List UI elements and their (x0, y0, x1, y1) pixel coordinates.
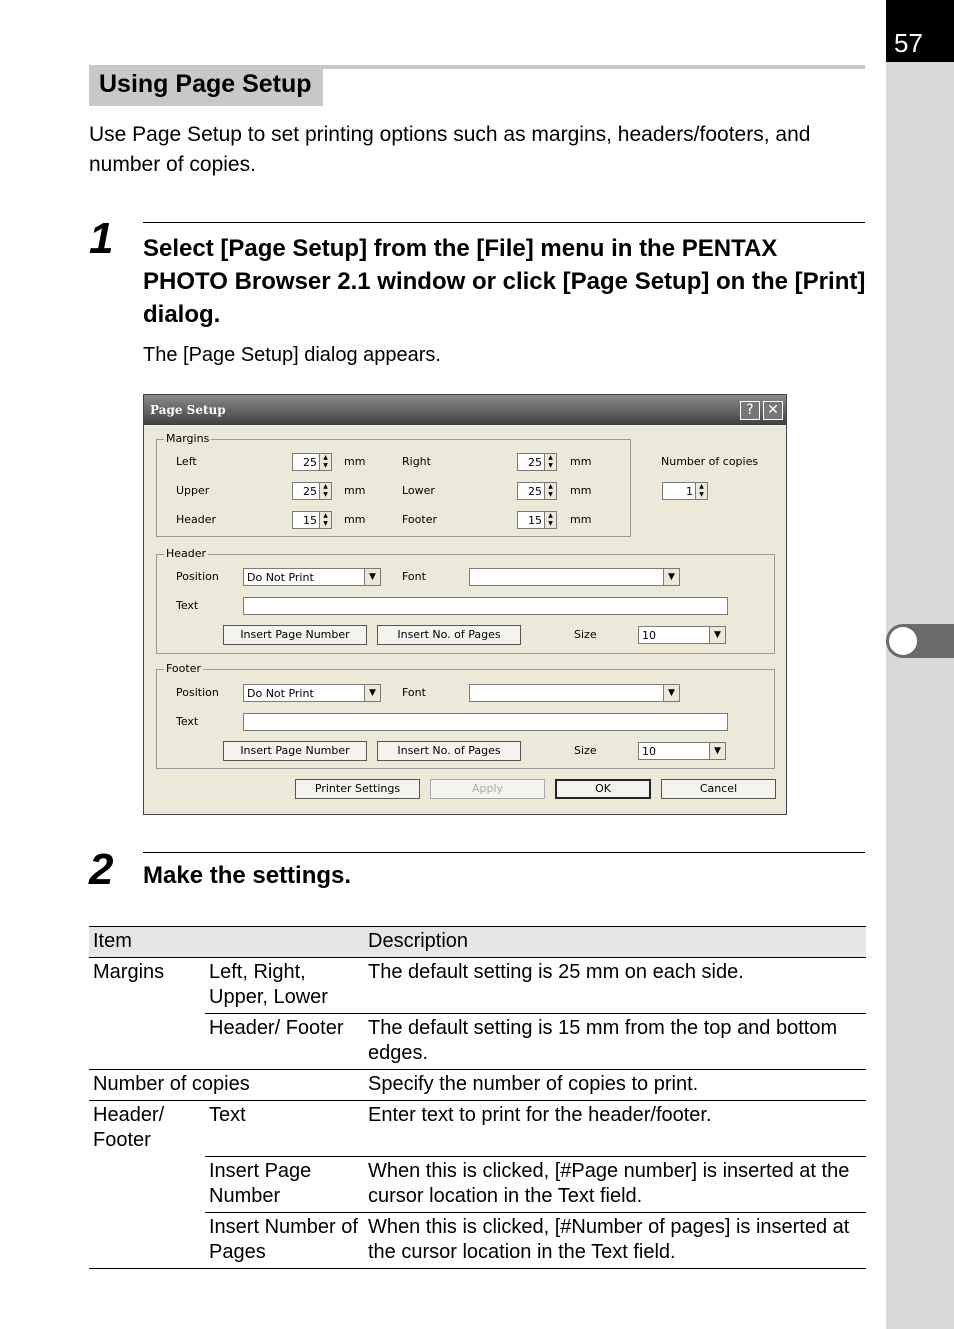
footer-size-select[interactable]: 10 ▼ (638, 742, 726, 760)
row-subitem: Insert Page Number (205, 1156, 364, 1212)
table-row (89, 1156, 866, 1212)
footer-font-select[interactable] (469, 684, 680, 702)
row-item: Number of copies (89, 1070, 364, 1101)
help-button[interactable]: ? (740, 401, 760, 420)
spin-arrows-icon[interactable]: ▲ ▼ (695, 483, 707, 499)
dialog-title: Page Setup (150, 403, 226, 417)
footer-margin-unit: mm (570, 513, 592, 526)
header-insert-no-pages-button[interactable]: Insert No. of Pages (377, 625, 521, 645)
header-description: Description (364, 927, 866, 958)
table-header-row (89, 927, 866, 958)
header-margin-label: Header (176, 513, 217, 526)
row-item (89, 1212, 205, 1268)
ok-button[interactable]: OK (555, 779, 651, 799)
row-description: When this is clicked, [#Number of pages] is inserted at the cursor location in the Text field. (364, 1212, 866, 1268)
margins-group (156, 432, 631, 537)
left-label: Left (176, 455, 197, 468)
row-subitem: Left, Right, Upper, Lower (209, 961, 328, 1008)
chevron-down-icon[interactable]: ▼ (709, 627, 725, 643)
header-margin-unit: mm (344, 513, 366, 526)
settings-table (89, 926, 866, 1269)
step-1-number: 1 (89, 214, 114, 263)
header-item: Item (89, 927, 364, 958)
lower-unit: mm (570, 484, 592, 497)
footer-margin-spinner[interactable]: 15 ▲ ▼ (517, 511, 557, 529)
header-insert-page-number-button[interactable]: Insert Page Number (223, 625, 367, 645)
footer-text-label: Text (176, 715, 199, 728)
right-spinner[interactable]: 25 ▲ ▼ (517, 453, 557, 471)
row-item: Margins (93, 961, 165, 983)
footer-text-input[interactable] (243, 713, 728, 731)
header-margin-spinner[interactable]: 15 ▲ ▼ (292, 511, 332, 529)
header-text-label: Text (176, 599, 199, 612)
side-strip (886, 0, 954, 1329)
upper-label: Upper (176, 484, 210, 497)
chapter-dot-icon (889, 627, 917, 655)
copies-spinner[interactable]: 1 ▲ ▼ (662, 482, 708, 500)
upper-unit: mm (344, 484, 366, 497)
footer-group-label: Footer (166, 662, 201, 675)
spin-arrows-icon[interactable]: ▲ ▼ (319, 454, 331, 470)
step-2-title: Make the settings. (143, 862, 352, 889)
header-group-label: Header (166, 547, 207, 560)
row-subitem: Header/ Footer (205, 1014, 364, 1070)
spin-arrows-icon[interactable]: ▲ ▼ (544, 483, 556, 499)
footer-position-label: Position (176, 686, 219, 699)
right-unit: mm (570, 455, 592, 468)
right-label: Right (402, 455, 431, 468)
row-description: Enter text to print for the header/footer. (364, 1101, 866, 1157)
row-description: Specify the number of copies to print. (364, 1070, 866, 1101)
header-position-label: Position (176, 570, 219, 583)
chevron-down-icon[interactable]: ▼ (364, 569, 380, 585)
lower-spinner[interactable]: 25 ▲ ▼ (517, 482, 557, 500)
cancel-button[interactable]: Cancel (661, 779, 776, 799)
chevron-down-icon[interactable]: ▼ (663, 569, 679, 585)
apply-button[interactable]: Apply (430, 779, 545, 799)
copies-label: Number of copies (661, 455, 759, 468)
header-font-select[interactable] (469, 568, 680, 586)
section-title: Using Page Setup (89, 68, 323, 106)
row-description: The default setting is 25 mm on each side. (368, 961, 744, 983)
page-number: 57 (886, 0, 954, 62)
row-subitem: Text (205, 1101, 364, 1157)
printer-settings-button[interactable]: Printer Settings (295, 779, 420, 799)
table-row (89, 1101, 866, 1157)
left-unit: mm (344, 455, 366, 468)
upper-spinner[interactable]: 25 ▲ ▼ (292, 482, 332, 500)
chevron-down-icon[interactable]: ▼ (364, 685, 380, 701)
row-description: When this is clicked, [#Page number] is inserted at the cursor location in the Text field. (364, 1156, 866, 1212)
page-setup-dialog (143, 394, 787, 815)
step-1-rule (143, 222, 865, 223)
row-item: Header/ Footer (89, 1101, 205, 1157)
footer-insert-no-pages-button[interactable]: Insert No. of Pages (377, 741, 521, 761)
step-1-title: Select [Page Setup] from the [File] menu in the PENTAX PHOTO Browser 2.1 window or click [Page Setup] on the [Print] dialog. (143, 235, 866, 328)
header-size-label: Size (574, 628, 597, 641)
table-row (89, 1212, 866, 1268)
chevron-down-icon[interactable]: ▼ (709, 743, 725, 759)
margins-label: Margins (166, 432, 210, 445)
spin-arrows-icon[interactable]: ▲ ▼ (319, 483, 331, 499)
footer-insert-page-number-button[interactable]: Insert Page Number (223, 741, 367, 761)
footer-font-label: Font (402, 686, 426, 699)
header-position-select[interactable]: Do Not Print ▼ (243, 568, 381, 586)
chapter-tab (886, 624, 954, 658)
step-2-rule (143, 852, 865, 853)
table-row (89, 1070, 866, 1101)
spin-arrows-icon[interactable]: ▲ ▼ (544, 512, 556, 528)
close-button[interactable]: ✕ (763, 401, 783, 420)
footer-position-select[interactable]: Do Not Print ▼ (243, 684, 381, 702)
row-item (89, 1156, 205, 1212)
header-font-label: Font (402, 570, 426, 583)
spin-arrows-icon[interactable]: ▲ ▼ (544, 454, 556, 470)
table-row (89, 958, 866, 1014)
step-2-number: 2 (89, 845, 114, 894)
header-size-select[interactable]: 10 ▼ (638, 626, 726, 644)
chevron-down-icon[interactable]: ▼ (663, 685, 679, 701)
spin-arrows-icon[interactable]: ▲ ▼ (319, 512, 331, 528)
intro-text: Use Page Setup to set printing options such as margins, headers/footers, and number of copies. (89, 123, 811, 176)
table-row (89, 1014, 866, 1070)
footer-margin-label: Footer (402, 513, 437, 526)
row-description: The default setting is 15 mm from the top and bottom edges. (364, 1014, 866, 1070)
footer-size-label: Size (574, 744, 597, 757)
step-1-note: The [Page Setup] dialog appears. (143, 344, 441, 366)
row-subitem: Insert Number of Pages (205, 1212, 364, 1268)
dialog-titlebar (144, 395, 786, 425)
lower-label: Lower (402, 484, 435, 497)
row-item (89, 1014, 205, 1070)
header-text-input[interactable] (243, 597, 728, 615)
left-spinner[interactable]: 25 ▲ ▼ (292, 453, 332, 471)
